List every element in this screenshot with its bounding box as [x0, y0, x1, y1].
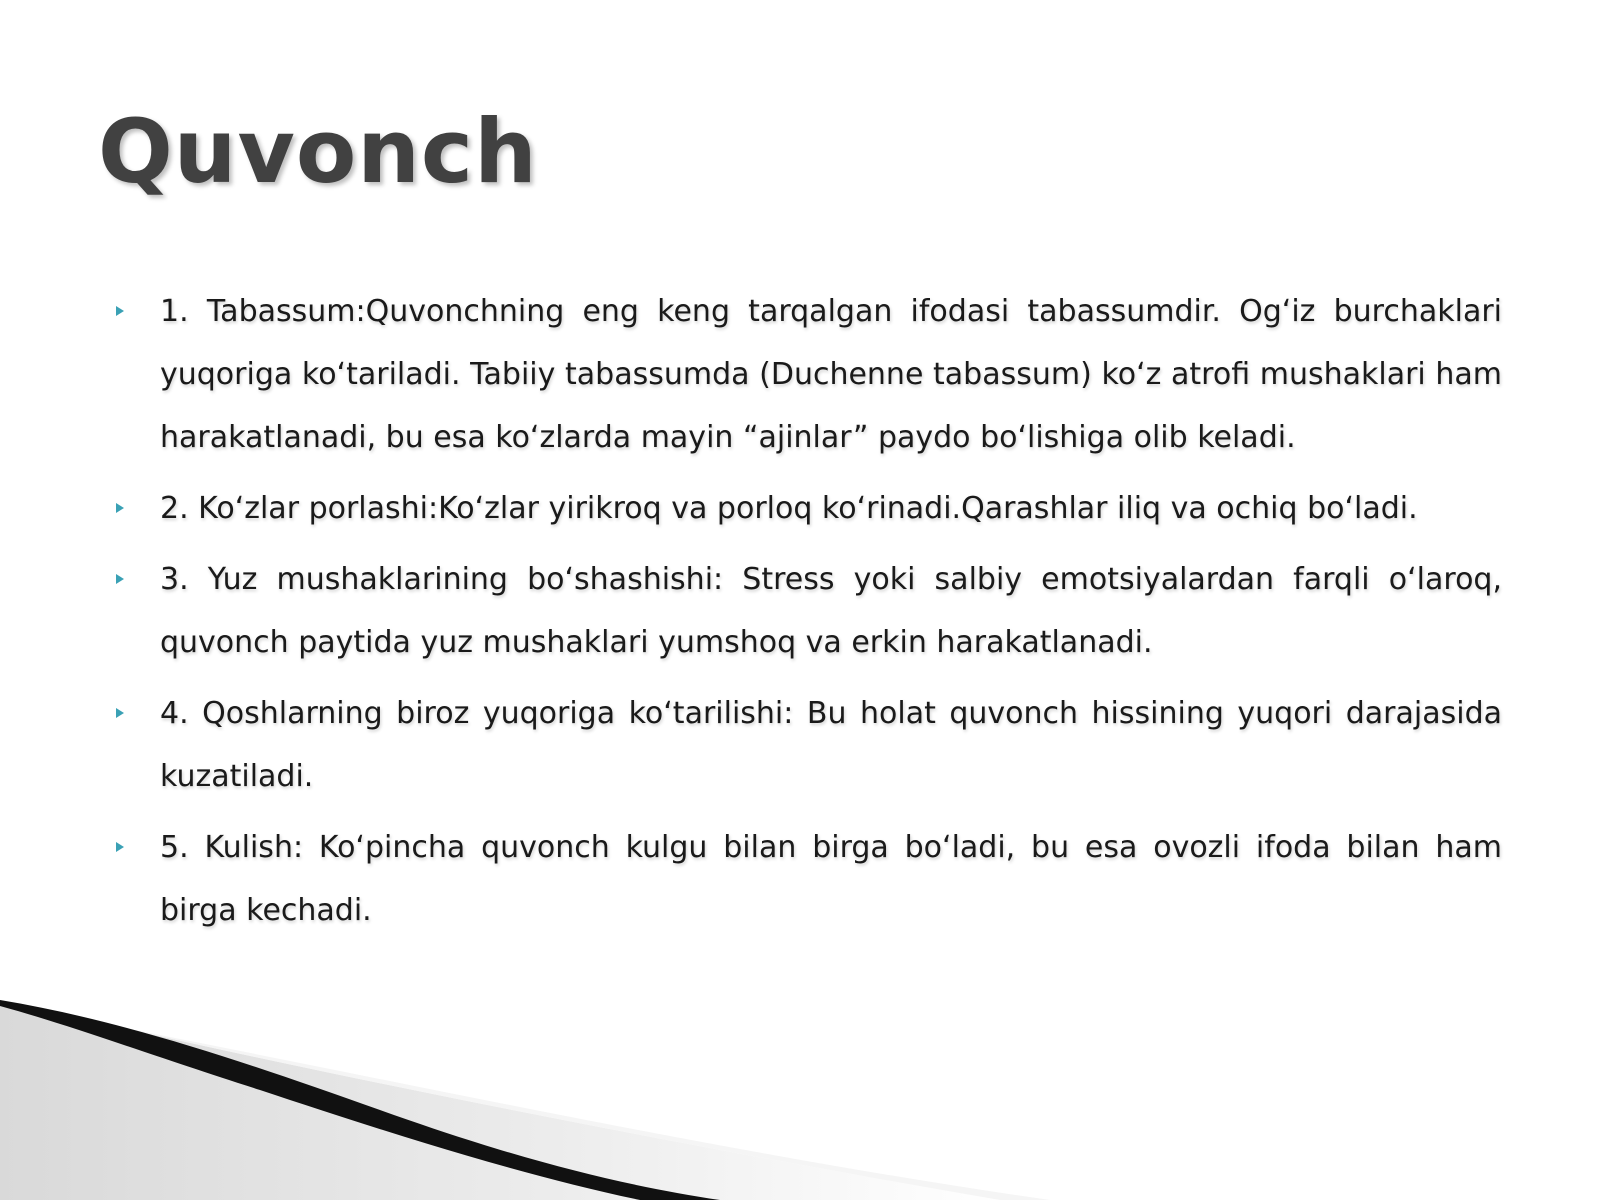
bullet-text: 3. Yuz mushaklarining bo‘shashishi: Stress yoki salbiy emotsiyalardan farqli o‘laroq, quvonch paytida yuz mushaklari yumshoq va erkin harakatlanadi. — [160, 562, 1502, 660]
bullet-text: 5. Kulish: Ko‘pincha quvonch kulgu bilan birga bo‘ladi, bu esa ovozli ifoda bilan ham birga kechadi. — [160, 830, 1502, 928]
bullet-item — [110, 682, 1502, 808]
bullet-item — [110, 477, 1502, 540]
triangle-bullet-icon — [116, 842, 124, 852]
triangle-bullet-icon — [116, 708, 124, 718]
triangle-bullet-icon — [116, 503, 124, 513]
slide-title: Quvonch — [98, 100, 538, 203]
bullet-item — [110, 280, 1502, 469]
bullet-text: 2. Ko‘zlar porlashi:Ko‘zlar yirikroq va porloq ko‘rinadi.Qarashlar iliq va ochiq bo‘ladi. — [160, 491, 1418, 526]
triangle-bullet-icon — [116, 574, 124, 584]
bottom-wave-decoration — [0, 1000, 1600, 1200]
bullet-text: 4. Qoshlarning biroz yuqoriga ko‘tarilishi: Bu holat quvonch hissining yuqori darajasida kuzatiladi. — [160, 696, 1502, 794]
bullet-text: 1. Tabassum:Quvonchning eng keng tarqalgan ifodasi tabassumdir. Og‘iz burchaklari yuqoriga ko‘tariladi. Tabiiy tabassumda (Duchenne tabassum) ko‘z atrofi mushaklari ham harakatlanadi, bu esa ko‘zlarda mayin “ajinlar” paydo bo‘lishiga olib keladi. — [160, 294, 1502, 455]
bullet-list — [110, 280, 1502, 950]
triangle-bullet-icon — [116, 306, 124, 316]
bullet-item — [110, 816, 1502, 942]
bullet-item — [110, 548, 1502, 674]
